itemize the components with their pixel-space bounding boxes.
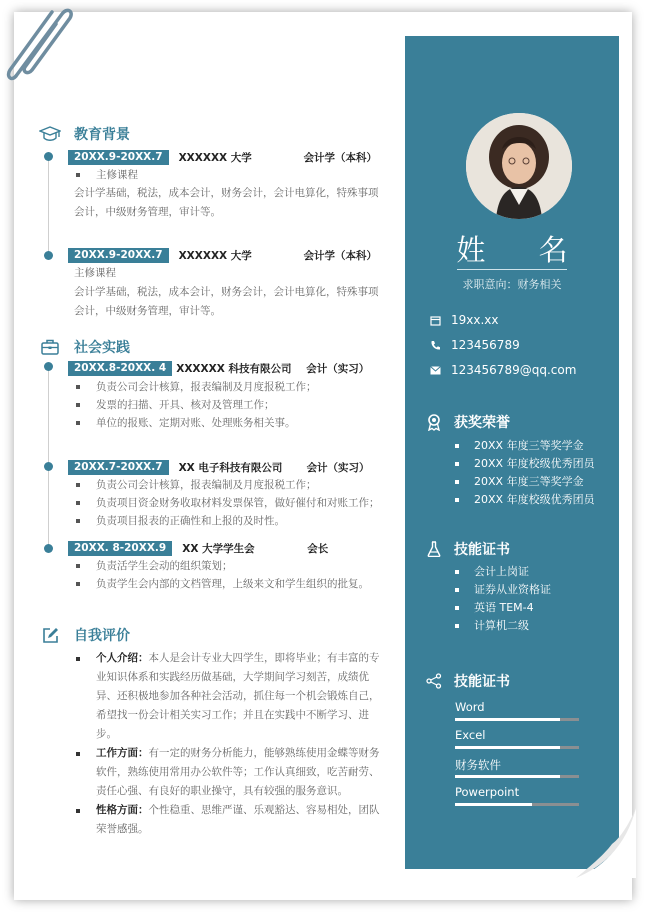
evaluation-heading: 自我评价 xyxy=(39,625,130,645)
position: 会长 xyxy=(307,543,329,555)
email-address: 123456789@qq.com xyxy=(451,363,576,377)
skill-bar xyxy=(455,803,579,806)
skill-bar-fill xyxy=(455,775,560,778)
skill-finance-software: 财务软件 xyxy=(455,757,579,778)
graduation-cap-icon xyxy=(39,125,61,143)
practice-duties xyxy=(74,378,384,432)
date-badge: 20XX. 8-20XX.9 xyxy=(68,541,172,556)
list-item: 负责活学生会动的组织策划； xyxy=(74,557,384,575)
profile-sidebar xyxy=(405,36,619,869)
timeline-dot xyxy=(44,462,53,471)
evaluation-item: 个人介绍：本人是会计专业大四学生，即将毕业；有丰富的专业知识体系和实践经历做基础，大学期间学习刻苦，成绩优异、还积极地参加各种社会活动，抓住每一个机会锻炼自己，希望找一份会计相关实习工作；并且在实践中不断学习、进步。 xyxy=(74,649,380,744)
education-entry-header xyxy=(68,150,377,165)
practice-duties xyxy=(74,557,384,593)
education-subheading: 主修课程 xyxy=(74,267,116,279)
briefcase-icon xyxy=(39,338,61,356)
timeline-line xyxy=(48,364,49,550)
position: 会计（实习） xyxy=(306,363,370,375)
phone-number: 123456789 xyxy=(451,338,520,352)
mail-icon xyxy=(429,364,441,376)
award-medal-icon xyxy=(425,413,443,431)
skills-heading: 技能证书 xyxy=(425,671,510,691)
calendar-icon xyxy=(429,314,441,326)
education-subheading: 主修课程 xyxy=(74,166,384,184)
list-item: 负责项目资金财务收取材料发票保管，做好催付和对账工作； xyxy=(74,494,384,512)
practice-entry-header xyxy=(68,361,369,376)
paperclip-icon xyxy=(4,0,76,84)
organization: XX 大学学生会 xyxy=(182,543,255,555)
education-entry-header xyxy=(68,248,377,263)
timeline-dot xyxy=(44,152,53,161)
list-item: 20XX 年度校级优秀团员 xyxy=(455,491,595,509)
list-item: 负责公司会计核算，报表编制及月度报税工作； xyxy=(74,476,384,494)
list-item: 负责项目报表的正确性和上报的及时性。 xyxy=(74,512,384,530)
page-curl xyxy=(576,808,636,878)
education-heading: 教育背景 xyxy=(39,124,130,144)
name-divider xyxy=(457,269,567,270)
course-list: 会计学基础，税法，成本会计，财务会计，会计电算化，特殊事项会计，中级财务管理，审计等。 xyxy=(74,286,379,317)
skill-bar-fill xyxy=(455,803,532,806)
major: 会计学（本科） xyxy=(303,152,378,164)
practice-entry-header xyxy=(68,541,328,556)
practice-entry-header xyxy=(68,460,370,475)
timeline-dot xyxy=(44,362,53,371)
phone-icon xyxy=(429,339,441,351)
skill-bar xyxy=(455,718,579,721)
school-name: XXXXXX 大学 xyxy=(178,250,252,262)
list-item: 20XX 年度三等奖学金 xyxy=(455,473,595,491)
date-badge: 20XX.8-20XX. 4 xyxy=(68,361,172,376)
date-badge: 20XX.7-20XX.7 xyxy=(68,460,169,475)
list-item: 20XX 年度三等奖学金 xyxy=(455,437,595,455)
practice-heading: 社会实践 xyxy=(39,337,130,357)
school-name: XXXXXX 大学 xyxy=(178,152,252,164)
evaluation-item: 性格方面：个性稳重、思维严谨、乐观豁达、容易相处，团队荣誉感强。 xyxy=(74,801,380,839)
candidate-name: 姓 名 xyxy=(456,233,590,267)
date-badge: 20XX.9-20XX.7 xyxy=(68,248,169,263)
timeline-dot xyxy=(44,251,53,260)
flask-icon xyxy=(425,540,443,558)
list-item: 会计上岗证 xyxy=(455,563,551,581)
evaluation-list xyxy=(74,649,380,839)
timeline-line xyxy=(48,152,49,257)
birth-date: 19xx.xx xyxy=(451,313,499,327)
awards-heading: 获奖荣誉 xyxy=(425,412,510,432)
skill-bar-fill xyxy=(455,718,560,721)
share-icon xyxy=(425,672,443,690)
job-intent: 求职意向：财务相关 xyxy=(462,278,562,291)
awards-list xyxy=(455,437,595,509)
course-list: 会计学基础，税法，成本会计，财务会计，会计电算化，特殊事项会计，中级财务管理，审计等。 xyxy=(74,187,379,218)
list-item: 发票的扫描、开具、核对及管理工作； xyxy=(74,396,384,414)
organization: XXXXXX 科技有限公司 xyxy=(176,363,292,375)
certificates-heading: 技能证书 xyxy=(425,539,510,559)
list-item: 负责学生会内部的文档管理，上级来文和学生组织的批复。 xyxy=(74,575,384,593)
skill-powerpoint: Powerpoint xyxy=(455,785,579,806)
skill-bar xyxy=(455,775,579,778)
avatar xyxy=(466,113,572,219)
major: 会计学（本科） xyxy=(303,250,378,262)
practice-duties xyxy=(74,476,384,530)
list-item: 负责公司会计核算，报表编制及月度报税工作； xyxy=(74,378,384,396)
skill-word: Word xyxy=(455,700,579,721)
timeline-dot xyxy=(44,544,53,553)
skill-excel: Excel xyxy=(455,728,579,749)
position: 会计（实习） xyxy=(306,462,370,474)
edit-icon xyxy=(39,626,61,644)
skill-bar xyxy=(455,746,579,749)
list-item: 计算机二级 xyxy=(455,617,551,635)
date-badge: 20XX.9-20XX.7 xyxy=(68,150,169,165)
list-item: 证券从业资格证 xyxy=(455,581,551,599)
certificates-list xyxy=(455,563,551,635)
list-item: 英语 TEM-4 xyxy=(455,599,551,617)
list-item: 单位的报账、定期对账、处理账务相关事。 xyxy=(74,414,384,432)
organization: XX 电子科技有限公司 xyxy=(178,462,283,474)
evaluation-item: 工作方面：有一定的财务分析能力，能够熟练使用金蝶等财务软件，熟练使用常用办公软件等；工作认真细致，吃苦耐劳、责任心强、有良好的职业操守，具有较强的服务意识。 xyxy=(74,744,380,801)
skill-bar-fill xyxy=(455,746,560,749)
list-item: 20XX 年度校级优秀团员 xyxy=(455,455,595,473)
